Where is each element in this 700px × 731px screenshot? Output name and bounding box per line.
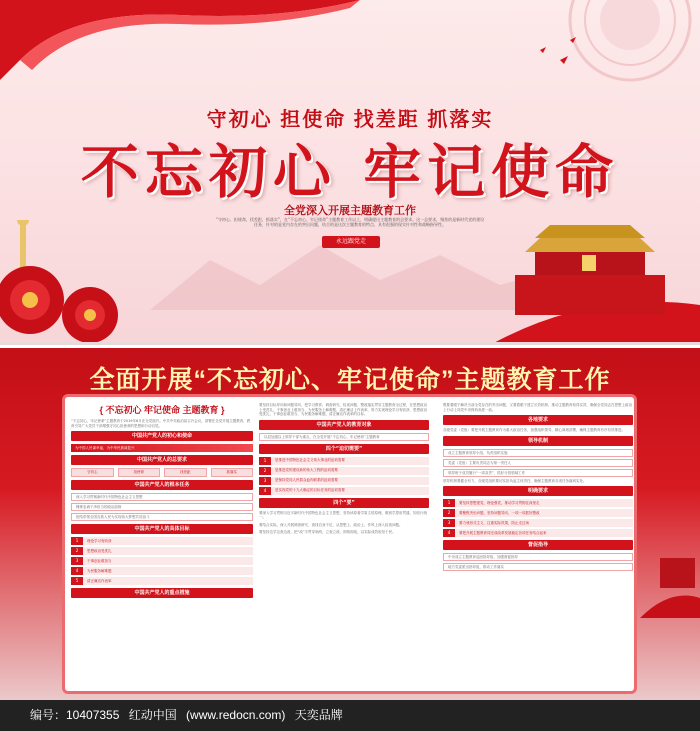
slogan: 守初心 担使命 找差距 抓落实 xyxy=(206,109,494,131)
list-item: 2 要聚焦突出问题，坚持问题导向，一项一项抓好整改 xyxy=(443,509,633,517)
chip: 守初心 xyxy=(71,468,114,477)
section-bar: 明确要求 xyxy=(443,486,633,496)
page-title: 不忘初心 牢记使命 xyxy=(80,138,620,206)
intro-text: 既要着眼于解决当前全党存在的突出问题，又要着眼于建立长效机制，推动主题教育取得实效，确保全党同志在思想上政治上行动上同党中央保持高度一致。 xyxy=(443,403,632,412)
section-bar: 中国共产党人的教育对象 xyxy=(259,420,429,430)
requirement-chips xyxy=(71,468,253,477)
list-item: 2 思想政治受洗礼 xyxy=(71,547,253,555)
list-item: 团结带领全国各族人民为实现伟大梦想共同奋斗 xyxy=(71,513,253,521)
mission-line: 为中国人民谋幸福，为中华民族谋复兴 xyxy=(71,444,253,452)
list-item: 深入学习贯彻新时代中国特色社会主义思想 xyxy=(71,493,253,501)
column-header: { 不忘初心 牢记使命 主题教育 } xyxy=(99,405,225,415)
list-item: 2 是推进党的建设新的伟大工程的迫切需要 xyxy=(259,467,429,475)
list-item: 中央成立主题教育巡回指导组，加强督促指导 xyxy=(443,553,633,561)
chip: 担使命 xyxy=(118,468,161,477)
intro-text: 要坚持目标导向和问题导向，把学习教育、调查研究、检视问题、整改落实贯穿主题教育全过程，在思想政治上受洗礼、干事创业上敢担当、为民服务上解难题、清正廉洁上作表率，努力实现理论学习有收获、思想政治受洗礼、干事创业敢担当、为民服务解难题、清正廉洁作表率的目标。 xyxy=(259,403,427,416)
intro-text: “不忘初心，牢记使命”主题教育于2019年6月在全党展开。中共中央政治局召开会议，部署在全党开展主题教育，教育引导广大党员干部增强守初心担使命的思想和行动自觉。 xyxy=(71,419,251,428)
chip: 找差距 xyxy=(164,468,207,477)
list-item: 1 理论学习有收获 xyxy=(71,537,253,545)
section-bar: 中国共产党人的根本任务 xyxy=(71,480,253,490)
section-bar: 四个“要” xyxy=(259,498,429,508)
paragraph: 要坚持边学边查边改，把“改”字贯穿始终，立查立改、即知即改，以实际成效取信于民。 xyxy=(259,530,396,534)
list-item: 3 要力戒形式主义，注重实际效果，防止走过场 xyxy=(443,519,633,527)
list-item: 3 干事创业敢担当 xyxy=(71,557,253,565)
board-title: 全面开展“不忘初心、牢记使命”主题教育工作 xyxy=(89,366,611,394)
paragraph: 要结合实际，深入开展调查研究，查找自身不足，从思想上、政治上、作风上深入检视问题。 xyxy=(259,522,403,527)
paragraph: 要深入学习贯彻习近平新时代中国特色社会主义思想，坚持读原著学原文悟原理，做到学思用贯通、知信行统一。 xyxy=(259,510,427,519)
pill-badge: 永远跟党走 xyxy=(322,236,380,248)
list-item: 4 是实现党的十九大确定的目标任务的迫切需要 xyxy=(259,487,429,495)
section-bar: 中国共产党人的总要求 xyxy=(71,455,253,465)
list-item: 以县处级以上领导干部为重点，在全党开展“不忘初心、牢记使命”主题教育 xyxy=(259,433,429,441)
tiananmen-icon xyxy=(490,210,700,345)
section-bar: 督促指导 xyxy=(443,540,633,550)
section-bar: 各地要求 xyxy=(443,415,633,425)
list-item: 领导班子成员履行“一岗双责”，抓好分管领域工作 xyxy=(443,469,633,477)
tagline: 全党深入开展主题教育工作 xyxy=(284,205,416,217)
column-left xyxy=(71,403,253,601)
list-item: 3 是保持党同人民群众血肉联系的迫切需要 xyxy=(259,477,429,485)
column-right xyxy=(443,403,633,573)
section-bar: 中国共产党人的具体目标 xyxy=(71,524,253,534)
section-bar: 四个“迫切需要” xyxy=(259,444,429,454)
list-item: 成立主题教育领导小组，负责组织实施 xyxy=(443,449,633,457)
paragraph: 领导机制要健全有力，各级党组织要切实担负起主体责任，确保主题教育各项任务落到实处。 xyxy=(443,478,587,483)
party-emblem-icon xyxy=(530,0,700,90)
list-item: 地方党委派出指导组，推动工作落实 xyxy=(443,563,633,571)
list-item: 5 清正廉洁作表率 xyxy=(71,577,253,585)
chip: 抓落实 xyxy=(211,468,254,477)
list-item: 4 为民服务解难题 xyxy=(71,567,253,575)
column-middle xyxy=(259,403,429,535)
flag-icon xyxy=(640,498,700,618)
content-board xyxy=(62,394,637,694)
bottom-banner xyxy=(0,348,700,700)
list-item: 1 要坚持思想建党、理论强党，推动学习贯彻往深里走 xyxy=(443,499,633,507)
list-item: 4 要把开展主题教育同完成改革发展稳定各项任务结合起来 xyxy=(443,529,633,537)
list-item: 党委（党组）主要负责同志为第一责任人 xyxy=(443,459,633,467)
list-item: 锤炼忠诚干净担当的政治品格 xyxy=(71,503,253,511)
section-bar: 领导机制 xyxy=(443,436,633,446)
list-item: 1 是推进中国特色社会主义伟大事业的迫切需要 xyxy=(259,457,429,465)
section-bar: 中国共产党人的重点措施 xyxy=(71,588,253,598)
paragraph: 各级党委（党组）要把开展主题教育作为重大政治任务，加强组织领导，精心谋划部署，确保主题教育有序有效推进。 xyxy=(443,428,625,432)
top-banner xyxy=(0,0,700,345)
section-bar: 中国共产党人的初心和使命 xyxy=(71,431,253,441)
footer-watermark: 编号：10407355 红动中国 (www.redocn.com) 天奕品牌 xyxy=(0,700,700,731)
red-ribbon-icon xyxy=(0,0,400,100)
intro-text: “守初心、担使命、找差距、抓落实”，在“不忘初心、牢记使命”主题教育工作以上，明确提出主题教育的总要求。这一总要求，聚焦的是新时代党的建设任务，针对的是党内存在的突出问题，结合的是这次主题教育的特点，具有很强的现实针对性和战略指导性。 xyxy=(215,217,485,227)
peony-flowers-icon xyxy=(0,220,130,345)
